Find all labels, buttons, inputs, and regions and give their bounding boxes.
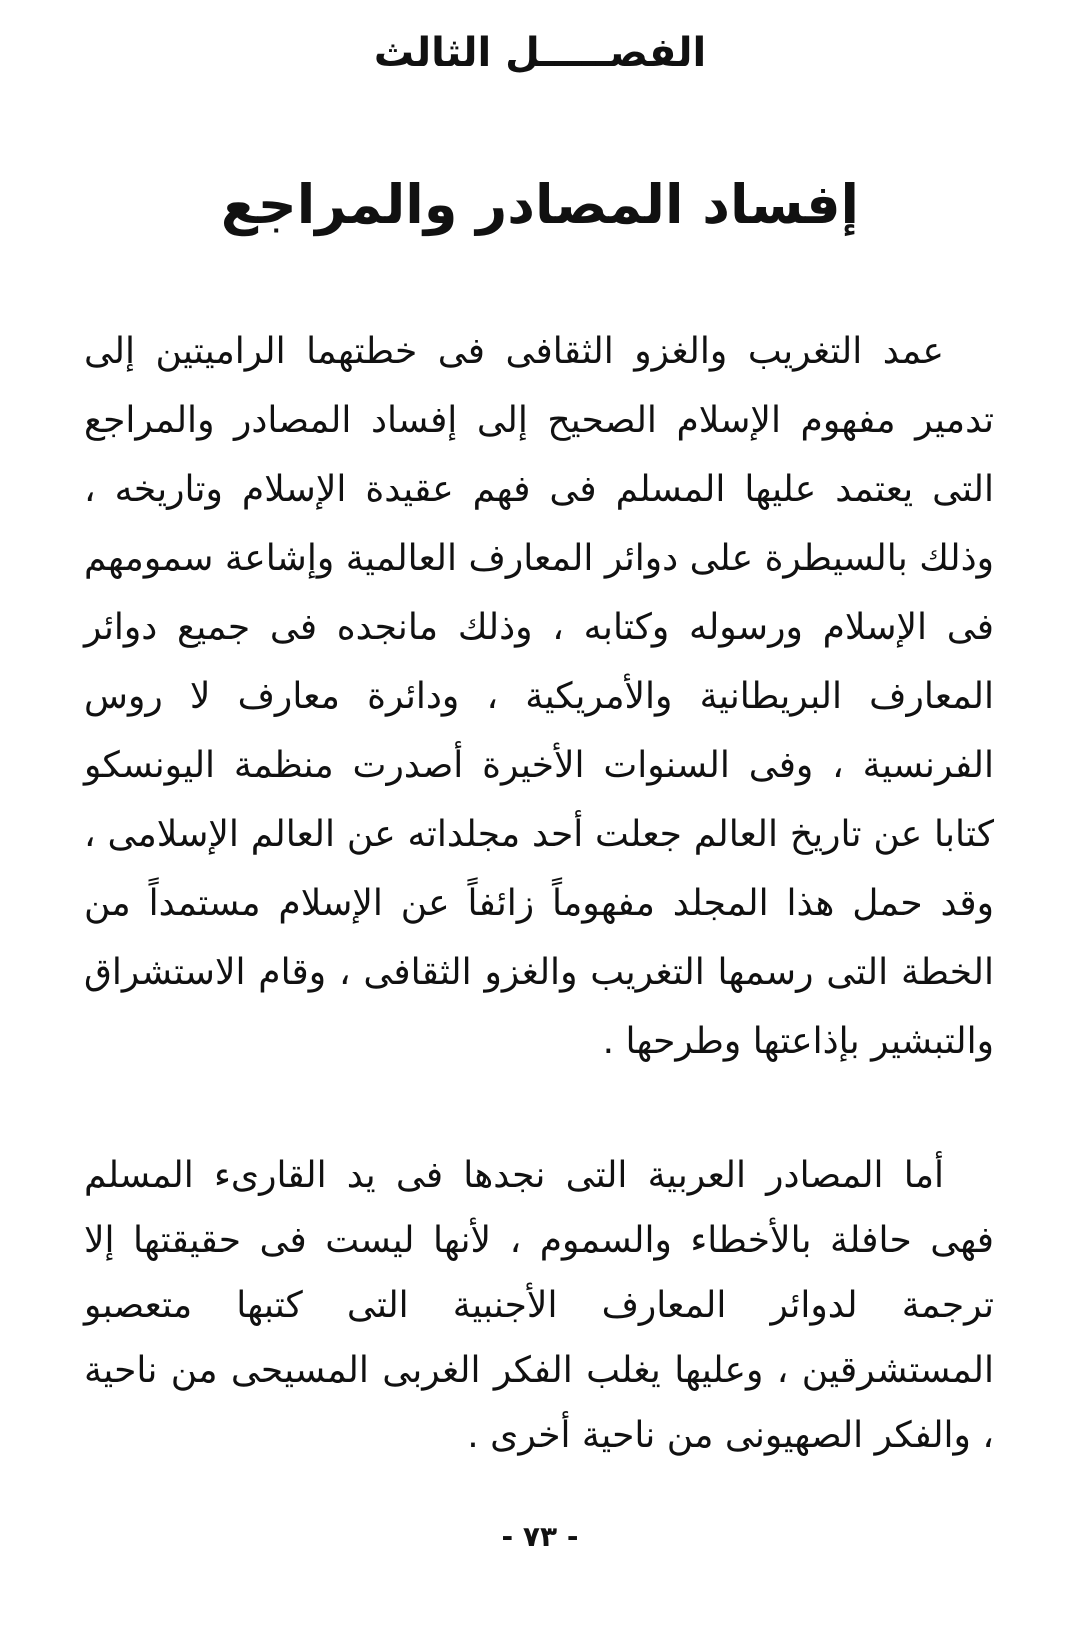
body-paragraph: عمد التغريب والغزو الثقافى فى خطتهما الراميتين إلى تدمير مفهوم الإسلام الصحيح إلى إفساد المصادر والمراجع التى يعتمد عليها المسلم فى فهم عقيدة الإسلام وتاريخه ، وذلك بالسيطرة على دوائر المعارف العالمية وإشاعة سمومهم فى الإسلام ورسوله وكتابه ، وذلك مانجده فى جميع دوائر المعارف البريطانية والأمريكية ، ودائرة معارف لا روس الفرنسية ، وفى السنوات الأخيرة أصدرت منظمة اليونسكو كتابا عن تاريخ العالم جعلت أحد مجلداته عن العالم الإسلامى ، وقد حمل هذا المجلد مفهوماً زائفاً عن الإسلام مستمداً من الخطة التى رسمها التغريب والغزو الثقافى ، وقام الاستشراق والتبشير بإذاعتها وطرحها . <box>84 331 994 1062</box>
page-number: - ٧٣ - <box>501 1520 579 1553</box>
chapter-heading: الفصـــــل الثالث <box>373 30 707 76</box>
section-title: إفساد المصادر والمراجع <box>220 173 860 236</box>
body-paragraph: أما المصادر العربية التى نجدها فى يد القارىء المسلم فهى حافلة بالأخطاء والسموم ، لأنها ليست فى حقيقتها إلا ترجمة لدوائر المعارف الأجنبية التى كتبها متعصبو المستشرقين ، وعليها يغلب الفكر الغربى المسيحى من ناحية ، والفكر الصهيونى من ناحية أخرى . <box>84 1155 994 1456</box>
